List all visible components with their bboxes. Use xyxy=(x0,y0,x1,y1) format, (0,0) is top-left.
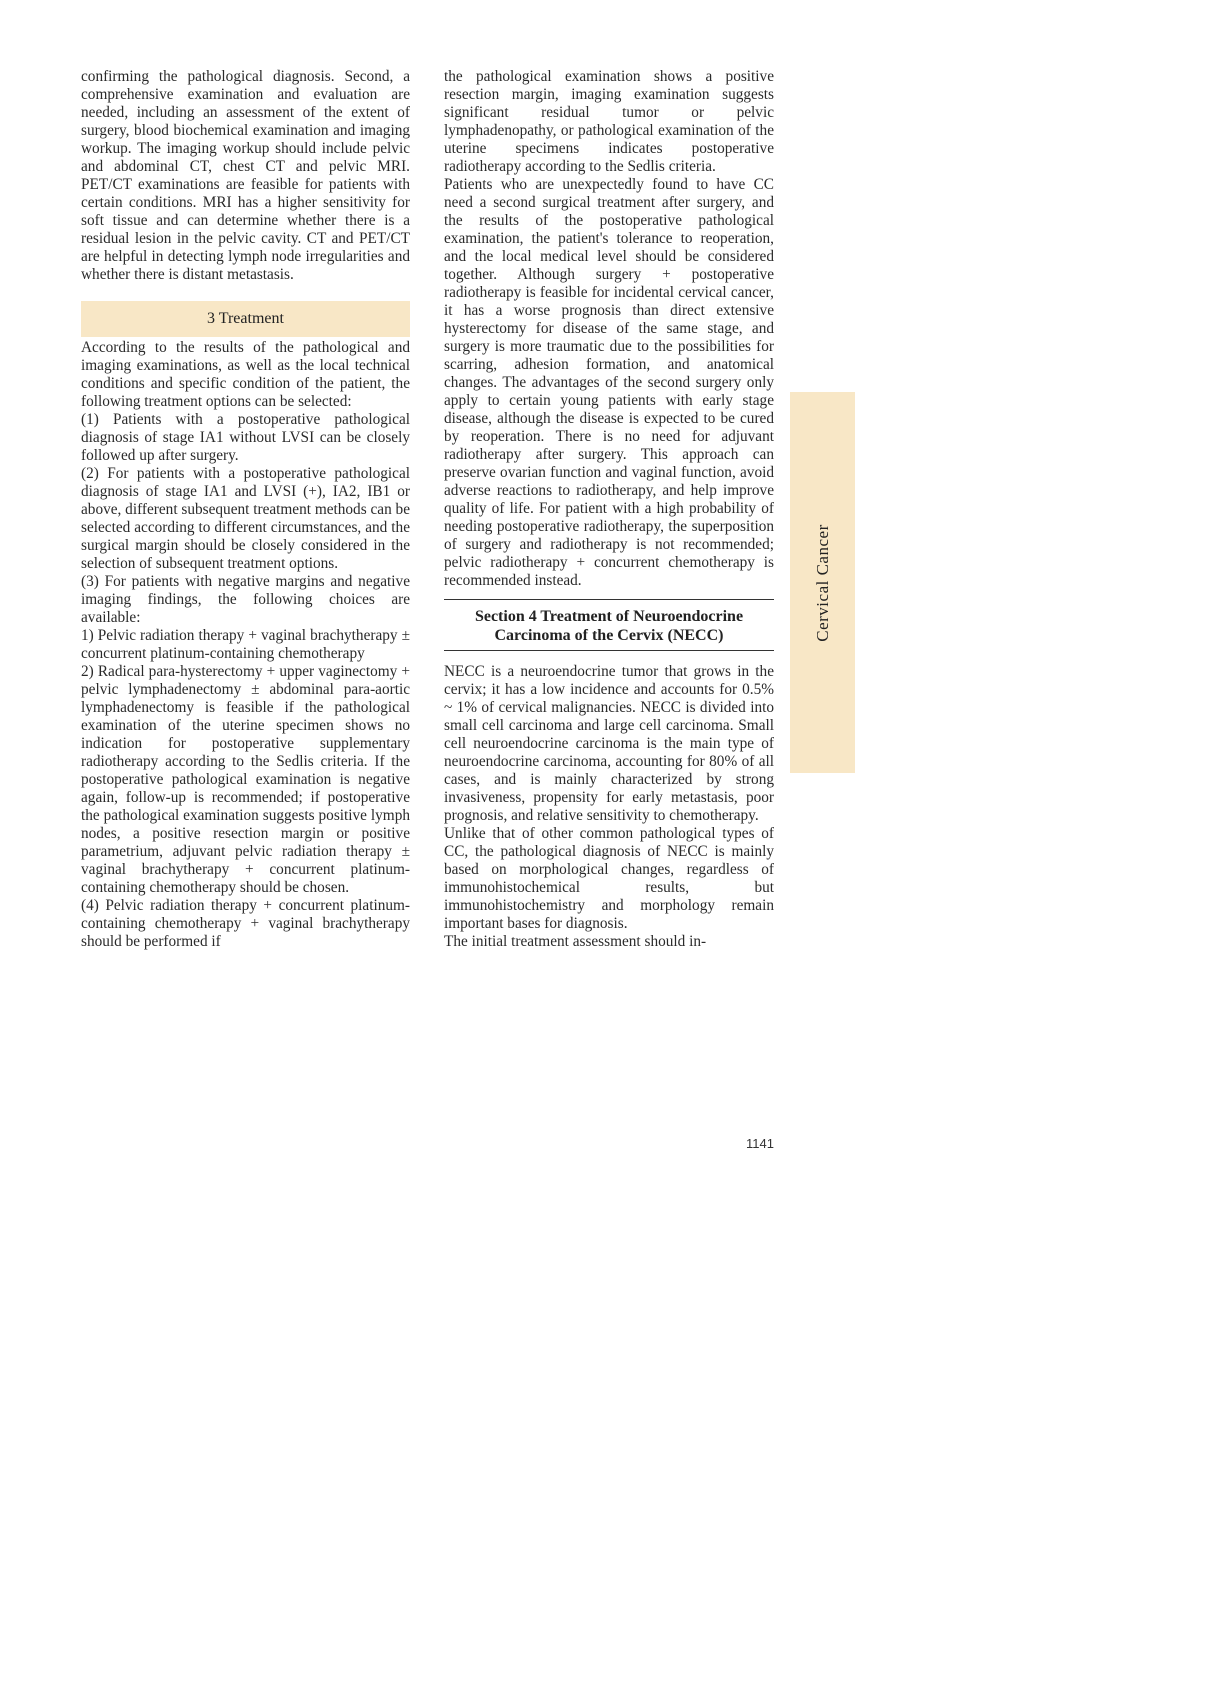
chapter-side-tab-label: Cervical Cancer xyxy=(812,523,832,642)
section-heading-necc xyxy=(444,599,774,651)
paragraph: (3) For patients with negative margins and negative imaging findings, the following choices are available: xyxy=(81,573,410,626)
paragraph: the pathological examination shows a positive resection margin, imaging examination suggests significant residual tumor or pelvic lymphadenopathy, or pathological examination of the uterine specimens indicates postoperative radiotherapy according to the Sedlis criteria. xyxy=(444,68,774,175)
left-column xyxy=(81,68,410,951)
paragraph: 2) Radical para-hysterectomy + upper vaginectomy + pelvic lymphadenectomy ± abdominal para-aortic lymphadenectomy is feasible if the pathological examination of the uterine specimen shows no indication for postoperative supplementary radiotherapy according to the Sedlis criteria. If the postoperative pathological examination is negative again, follow-up is recommended; if postoperative the pathological examination suggests positive lymph nodes, a positive resection margin or positive parametrium, adjuvant pelvic radiation therapy ± vaginal brachytherapy + concurrent platinum-containing chemotherapy should be chosen. xyxy=(81,663,410,896)
intro-paragraph: confirming the pathological diagnosis. Second, a comprehensive examination and evaluation are needed, including an assessment of the extent of surgery, blood biochemical examination and imaging workup. The imaging workup should include pelvic and abdominal CT, chest CT and pelvic MRI. PET/CT examinations are feasible for patients with certain conditions. MRI has a higher sensitivity for soft tissue and can determine whether there is a residual lesion in the pelvic cavity. CT and PET/CT are helpful in detecting lymph node irregularities and whether there is distant metastasis. xyxy=(81,68,410,283)
section-heading-line: Carcinoma of the Cervix (NECC) xyxy=(494,627,724,644)
paragraph: NECC is a neuroendocrine tumor that grows in the cervix; it has a low incidence and accounts for 0.5% ~ 1% of cervical malignancies. NECC is divided into small cell carcinoma and large cell carcinoma. Small cell neuroendocrine carcinoma is the main type of neuroendocrine carcinoma, accounting for 80% of all cases, and is mainly characterized by strong invasiveness, propensity for early metastasis, poor prognosis, and relative sensitivity to chemotherapy. xyxy=(444,663,774,824)
paragraph: (1) Patients with a postoperative pathological diagnosis of stage IA1 without LVSI can be closely followed up after surgery. xyxy=(81,411,410,464)
paragraph: 1) Pelvic radiation therapy + vaginal brachytherapy ± concurrent platinum-containing chemotherapy xyxy=(81,627,410,662)
section-heading-line: Section 4 Treatment of Neuroendocrine xyxy=(474,608,744,625)
page-number: 1141 xyxy=(746,1136,774,1151)
right-column xyxy=(444,68,774,951)
paragraph: The initial treatment assessment should in- xyxy=(444,933,707,950)
chapter-side-tab xyxy=(790,392,855,773)
paragraph: Patients who are unexpectedly found to have CC need a second surgical treatment after surgery, and the results of the postoperative pathological examination, the patient's tolerance to reoperation, and the local medical level should be considered together. Although surgery + postoperative radiotherapy is feasible for incidental cervical cancer, it has a worse prognosis than direct extensive hysterectomy for disease of the same stage, and surgery is more traumatic due to the possibilities for scarring, adhesion formation, and anatomical changes. The advantages of the second surgery only apply to certain young patients with early stage disease, although the disease is expected to be cured by reoperation. There is no need for adjuvant radiotherapy after surgery. This approach can preserve ovarian function and vaginal function, avoid adverse reactions to radiotherapy, and help improve quality of life. For patient with a high probability of needing postoperative radiotherapy, the superposition of surgery and radiotherapy is not recommended; pelvic radiotherapy + concurrent chemotherapy is recommended instead. xyxy=(444,176,774,589)
section-heading-treatment: 3 Treatment xyxy=(81,301,410,337)
paragraph: Unlike that of other common pathological types of CC, the pathological diagnosis of NECC is mainly based on morphological changes, regardless of immunohistochemical results, but immunohistochemistry and morphology remain important bases for diagnosis. xyxy=(444,825,774,932)
paragraph: (2) For patients with a postoperative pathological diagnosis of stage IA1 and LVSI (+), IA2, IB1 or above, different subsequent treatment methods can be selected according to different circumstances, and the surgical margin should be closely considered in the selection of subsequent treatment options. xyxy=(81,465,410,572)
paragraph: According to the results of the pathological and imaging examinations, as well as the local technical conditions and specific condition of the patient, the following treatment options can be selected: xyxy=(81,339,410,410)
paragraph: (4) Pelvic radiation therapy + concurrent platinum-containing chemotherapy + vaginal brachytherapy should be performed if xyxy=(81,897,410,950)
